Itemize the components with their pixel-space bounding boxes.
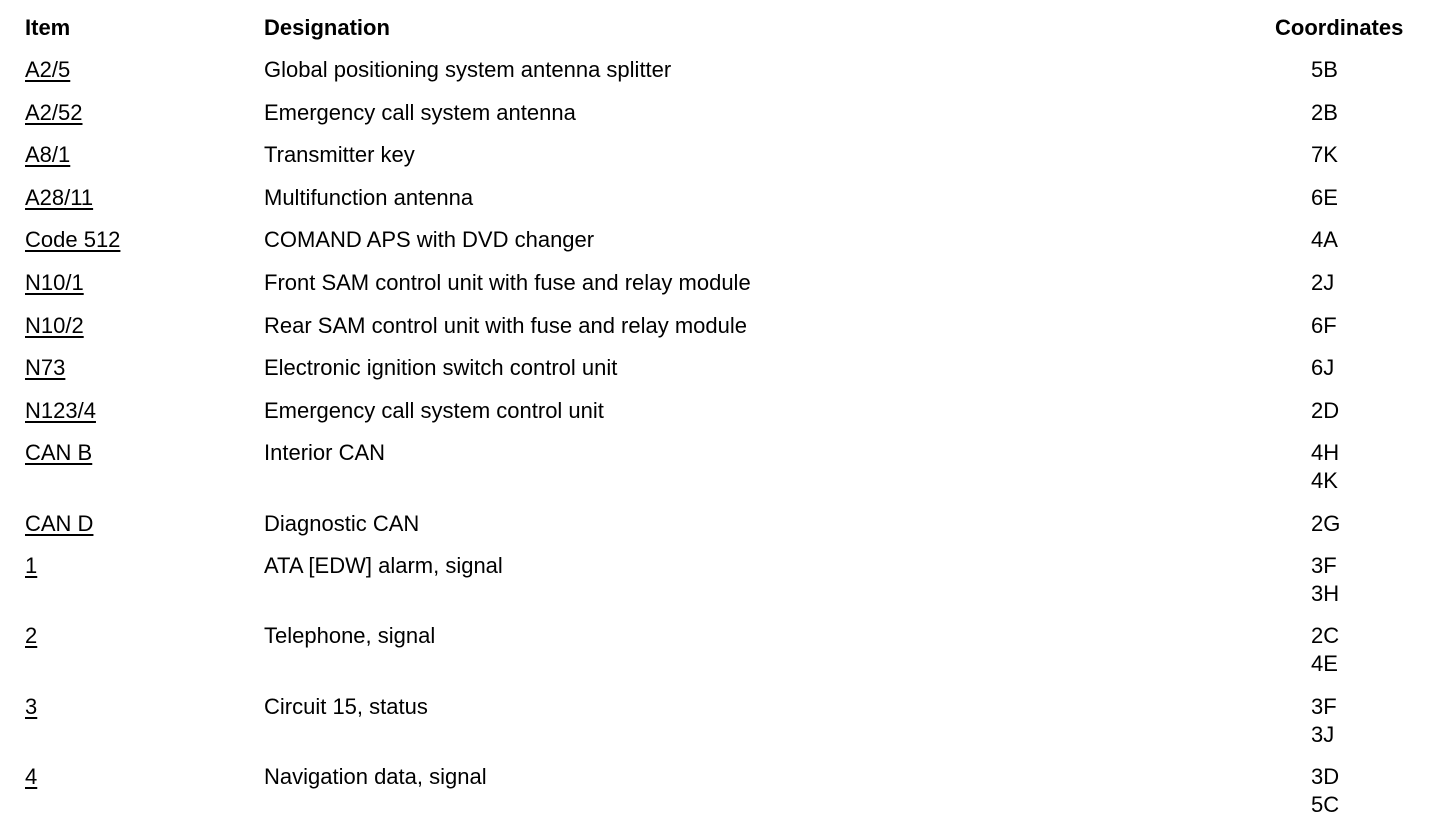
coordinates-cell bbox=[1311, 693, 1337, 749]
coordinate-value: 2B bbox=[1311, 99, 1338, 125]
designation-cell: Telephone, signal bbox=[264, 623, 436, 649]
designation-cell: Navigation data, signal bbox=[264, 763, 487, 789]
coordinates-cell bbox=[1311, 226, 1338, 254]
item-link[interactable]: A28/11 bbox=[25, 184, 94, 210]
table-row bbox=[0, 213, 1456, 256]
table-row bbox=[0, 426, 1456, 496]
table-row bbox=[0, 299, 1456, 342]
coordinate-value: 3H bbox=[1311, 581, 1340, 607]
coordinate-value: 5B bbox=[1311, 57, 1338, 82]
table-row bbox=[0, 384, 1456, 427]
coordinate-value: 4K bbox=[1311, 468, 1338, 494]
table-row bbox=[0, 171, 1456, 214]
item-link[interactable]: N10/1 bbox=[25, 269, 84, 295]
coordinate-value: 6F bbox=[1311, 312, 1337, 338]
item-link[interactable]: A2/5 bbox=[25, 57, 71, 82]
designation-cell: Interior CAN bbox=[264, 440, 386, 466]
coordinates-cell bbox=[1311, 439, 1339, 495]
designation-cell: Electronic ignition switch control unit bbox=[264, 355, 618, 381]
table-row bbox=[0, 86, 1456, 129]
table-body bbox=[0, 43, 1456, 820]
table-row bbox=[0, 497, 1456, 540]
coordinate-value: 3F bbox=[1311, 553, 1337, 579]
coordinate-value: 4E bbox=[1311, 651, 1338, 677]
item-link[interactable]: CAN D bbox=[25, 510, 94, 536]
item-link[interactable]: N73 bbox=[25, 355, 66, 381]
designation-cell: Diagnostic CAN bbox=[264, 510, 420, 536]
coordinates-cell bbox=[1311, 397, 1339, 425]
coordinate-value: 4A bbox=[1311, 227, 1338, 253]
item-link[interactable]: 2 bbox=[25, 623, 38, 649]
coordinate-value: 4H bbox=[1311, 440, 1340, 466]
coordinate-value: 2G bbox=[1311, 510, 1341, 536]
coordinate-value: 2J bbox=[1311, 269, 1335, 295]
item-column-header: Item bbox=[25, 15, 71, 40]
coordinate-value: 6E bbox=[1311, 184, 1338, 210]
coordinate-value: 3J bbox=[1311, 721, 1335, 747]
table-row bbox=[0, 256, 1456, 299]
designation-cell: Emergency call system control unit bbox=[264, 397, 604, 423]
table-row bbox=[0, 128, 1456, 171]
coordinate-value: 7K bbox=[1311, 142, 1338, 168]
coordinate-value: 3D bbox=[1311, 763, 1340, 789]
coordinates-cell bbox=[1311, 552, 1339, 608]
table-row bbox=[0, 43, 1456, 86]
coordinates-cell bbox=[1311, 510, 1340, 538]
table-row bbox=[0, 341, 1456, 384]
designation-cell: Multifunction antenna bbox=[264, 184, 474, 210]
item-link[interactable]: N10/2 bbox=[25, 312, 84, 338]
designation-cell: Circuit 15, status bbox=[264, 693, 428, 719]
designation-cell: Emergency call system antenna bbox=[264, 99, 576, 125]
coordinate-value: 3F bbox=[1311, 693, 1337, 719]
coordinates-cell bbox=[1311, 354, 1334, 382]
coordinate-value: 2D bbox=[1311, 397, 1340, 423]
designation-cell: COMAND APS with DVD changer bbox=[264, 227, 595, 253]
table-row bbox=[0, 680, 1456, 750]
coordinates-cell bbox=[1311, 141, 1338, 169]
coordinates-cell bbox=[1311, 622, 1339, 678]
coordinate-value: 6J bbox=[1311, 355, 1335, 381]
item-link[interactable]: CAN B bbox=[25, 440, 93, 466]
designation-column-header: Designation bbox=[264, 15, 390, 40]
coordinates-column-header: Coordinates bbox=[1275, 15, 1404, 40]
designation-cell: Transmitter key bbox=[264, 142, 415, 168]
coordinates-cell bbox=[1311, 269, 1334, 297]
designation-cell: Front SAM control unit with fuse and relay module bbox=[264, 269, 751, 295]
coordinate-value: 5C bbox=[1311, 791, 1340, 817]
table-row bbox=[0, 609, 1456, 679]
table-row bbox=[0, 750, 1456, 820]
table-header-row bbox=[0, 0, 1456, 43]
designation-cell: Rear SAM control unit with fuse and relay module bbox=[264, 312, 748, 338]
coordinates-cell bbox=[1311, 99, 1338, 127]
designation-cell: ATA [EDW] alarm, signal bbox=[264, 553, 503, 579]
coordinates-cell bbox=[1311, 763, 1339, 819]
coordinates-cell bbox=[1311, 56, 1338, 84]
coordinate-value: 2C bbox=[1311, 623, 1340, 649]
designation-cell: Global positioning system antenna splitter bbox=[264, 57, 672, 82]
table-row bbox=[0, 539, 1456, 609]
item-link[interactable]: 1 bbox=[25, 553, 38, 579]
item-link[interactable]: N123/4 bbox=[25, 397, 96, 423]
item-link[interactable]: 3 bbox=[25, 693, 38, 719]
item-link[interactable]: A8/1 bbox=[25, 142, 71, 168]
item-link[interactable]: 4 bbox=[25, 763, 38, 789]
coordinates-cell bbox=[1311, 312, 1337, 340]
item-link[interactable]: Code 512 bbox=[25, 227, 121, 253]
coordinates-cell bbox=[1311, 184, 1338, 212]
item-link[interactable]: A2/52 bbox=[25, 99, 83, 125]
